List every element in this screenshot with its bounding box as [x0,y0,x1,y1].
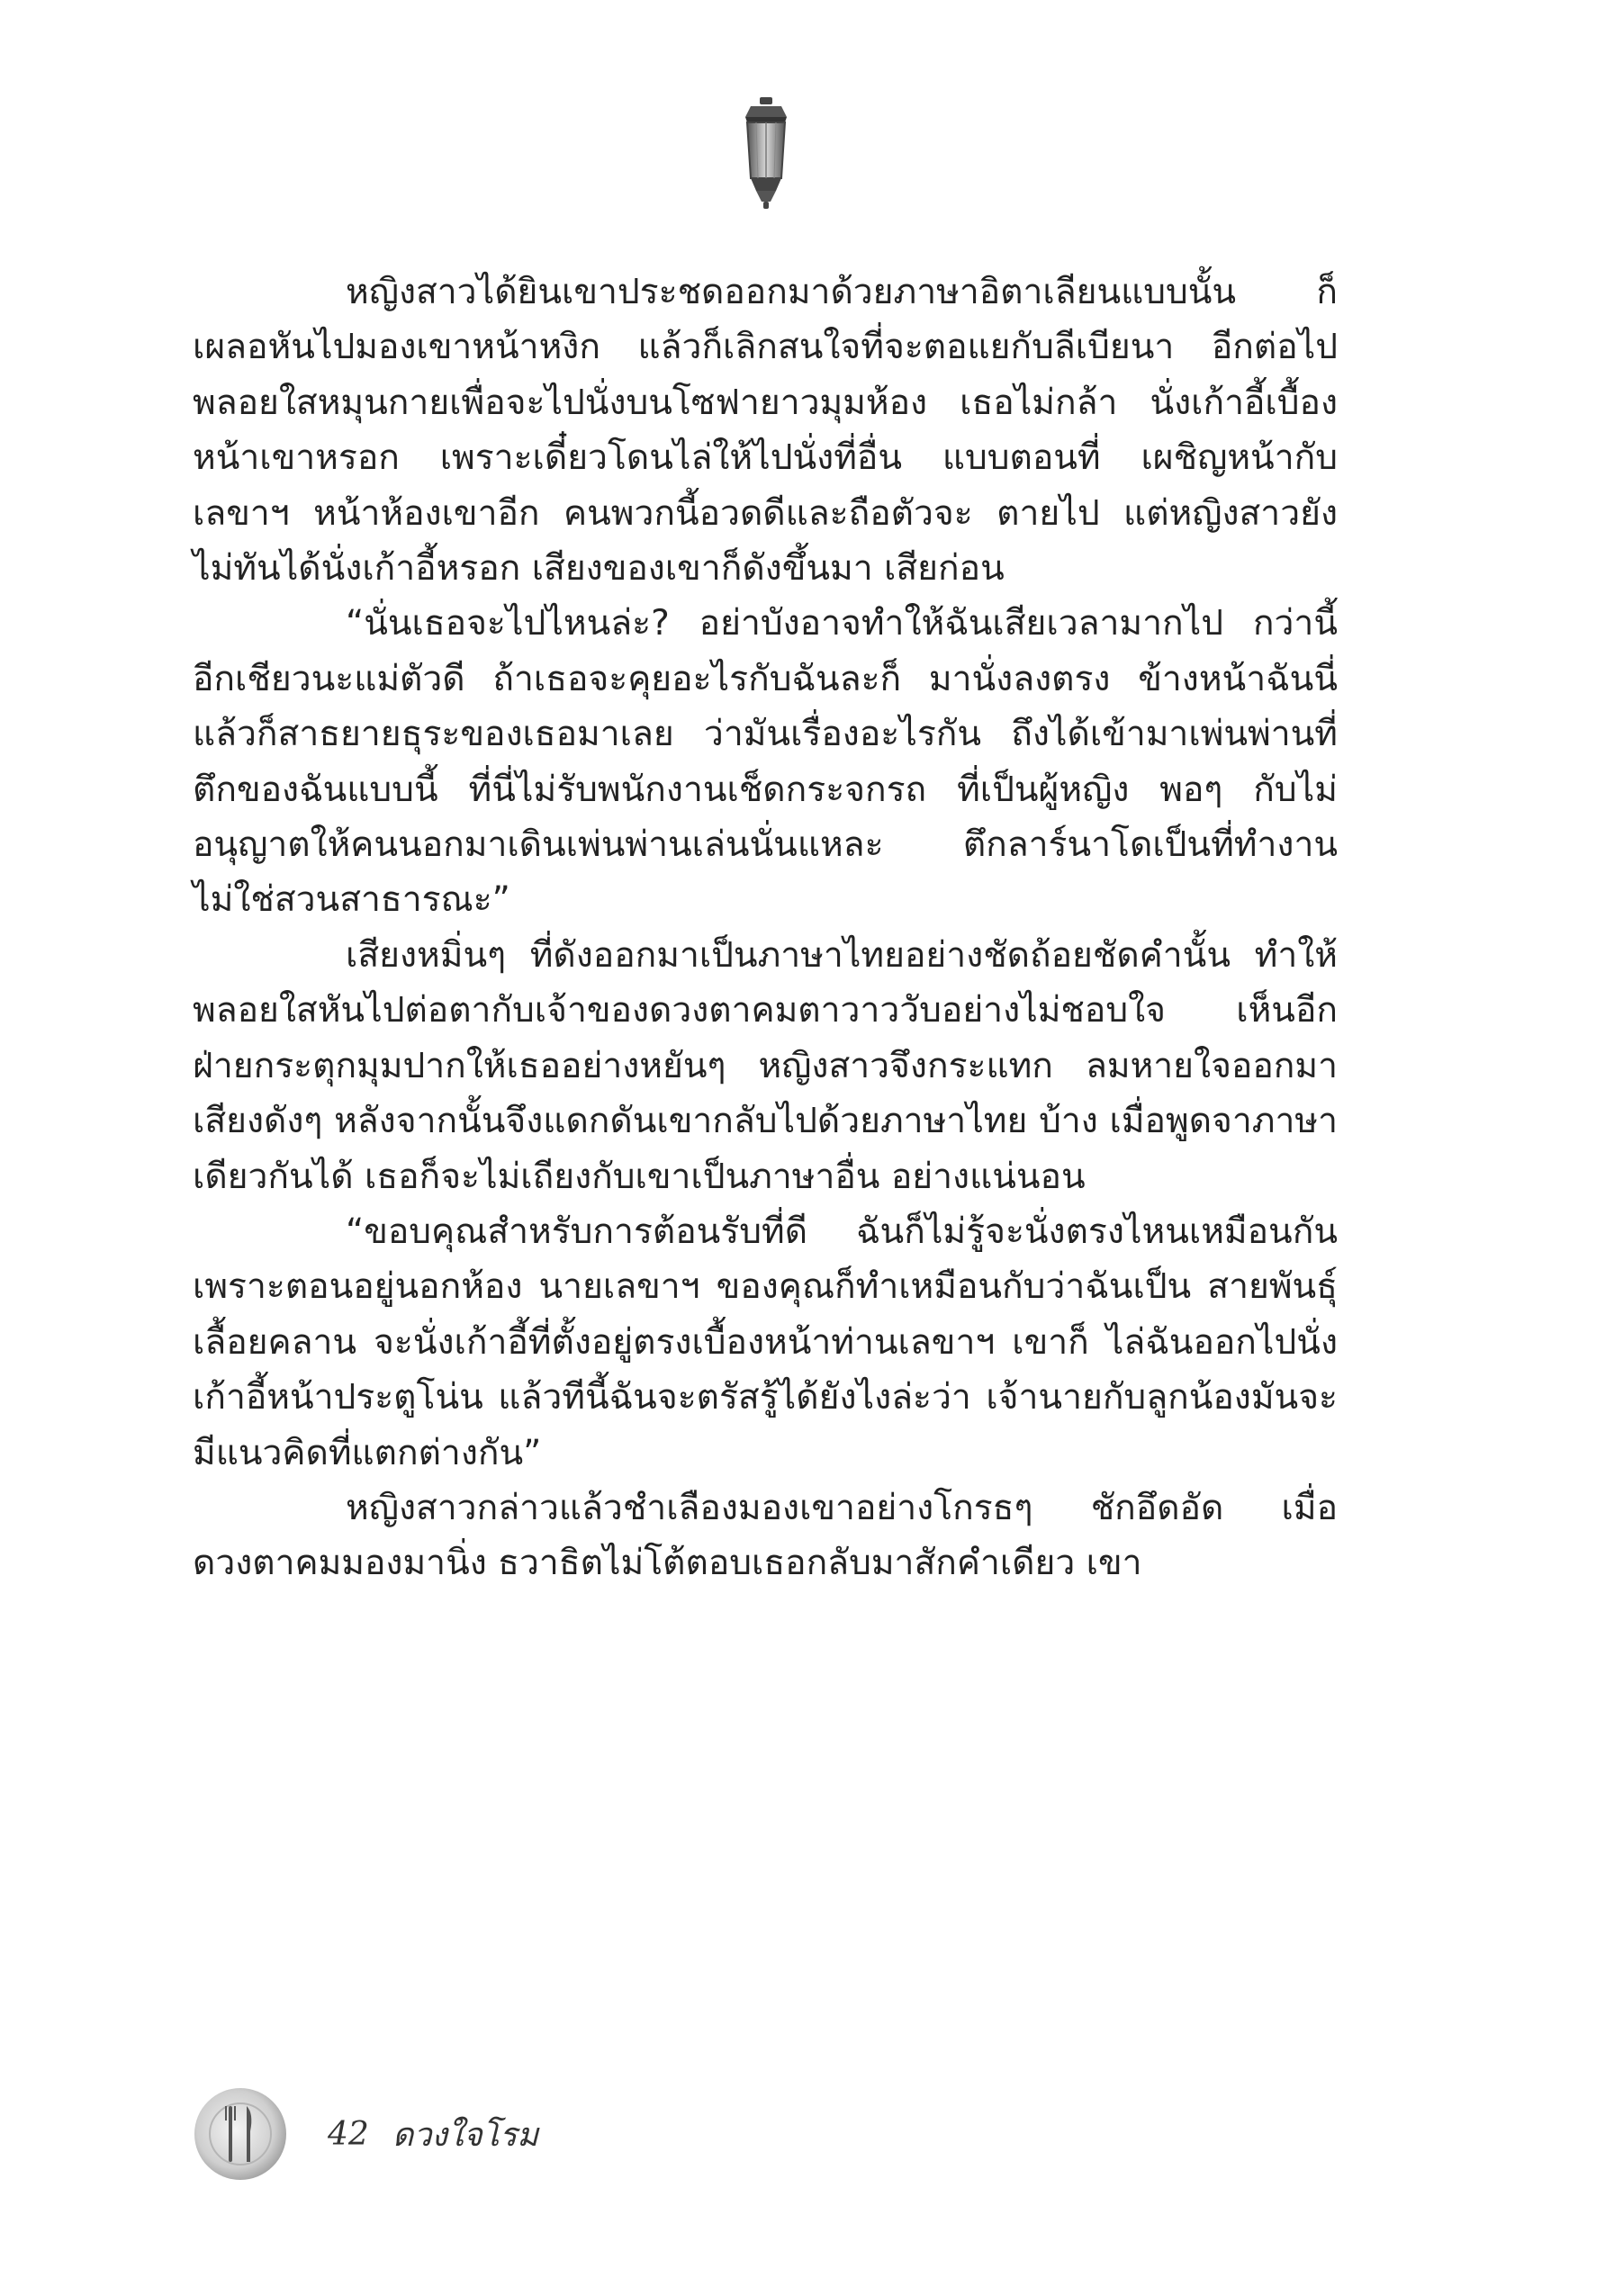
page-number: 42 [328,2115,369,2153]
paragraph: “ขอบคุณสำหรับการต้อนรับที่ดี ฉันก็ไม่รู้จะนั่งตรงไหนเหมือนกัน เพราะตอนอยู่นอกห้อง นายเลขาฯ ของคุณก็ทำเหมือนกับว่าฉันเป็น สายพันธุ์เลื้อยคลาน จะนั่งเก้าอี้ที่ตั้งอยู่ตรงเบื้องหน้าท่านเลขาฯ เขาก็ ไล่ฉันออกไปนั่งเก้าอี้หน้าประตูโน่น แล้วทีนี้ฉันจะตรัสรู้ได้ยังไงล่ะว่า เจ้านายกับลูกน้องมันจะมีแนวคิดที่แตกต่างกัน” [193,1211,1338,1473]
paragraph: หญิงสาวกล่าวแล้วชำเลืองมองเขาอย่างโกรธๆ ชักอึดอัด เมื่อดวงตาคมมองมานิ่ง ธวาธิตไม่โต้ตอบเธอกลับมาสักคำเดียว เขา [193,1487,1338,1584]
paragraph: เสียงหมิ่นๆ ที่ดังออกมาเป็นภาษาไทยอย่างชัดถ้อยชัดคำนั้น ทำให้พลอยใสหันไปต่อตากับเจ้าของดวงตาคมตาวาววับอย่างไม่ชอบใจ เห็นอีกฝ่ายกระตุกมุมปากให้เธออย่างหยันๆ หญิงสาวจึงกระแทก ลมหายใจออกมาเสียงดังๆ หลังจากนั้นจึงแดกดันเขากลับไปด้วยภาษาไทย บ้าง เมื่อพูดจาภาษาเดียวกันได้ เธอก็จะไม่เถียงกับเขาเป็นภาษาอื่น อย่างแน่นอน [193,934,1338,1197]
paragraph: “นั่นเธอจะไปไหนล่ะ? อย่าบังอาจทำให้ฉันเสียเวลามากไป กว่านี้อีกเชียวนะแม่ตัวดี ถ้าเธอจะคุยอะไรกับฉันละก็ มานั่งลงตรง ข้างหน้าฉันนี่ แล้วก็สาธยายธุระของเธอมาเลย ว่ามันเรื่องอะไรกัน ถึงได้เข้ามาเพ่นพ่านที่ตึกของฉันแบบนี้ ที่นี่ไม่รับพนักงานเช็ดกระจกรถ ที่เป็นผู้หญิง พอๆ กับไม่อนุญาตให้คนนอกมาเดินเพ่นพ่านเล่นนั่นแหละ ตึกลาร์นาโดเป็นที่ทำงาน ไม่ใช่สวนสาธารณะ” [193,603,1338,921]
lantern-icon [735,95,798,212]
paragraph: หญิงสาวได้ยินเขาประชดออกมาด้วยภาษาอิตาเลียนแบบนั้น ก็เผลอหันไปมองเขาหน้าหงิก แล้วก็เลิกสนใจที่จะตอแยกับลีเบียนา อีกต่อไป พลอยใสหมุนกายเพื่อจะไปนั่งบนโซฟายาวมุมห้อง เธอไม่กล้า นั่งเก้าอี้เบื้องหน้าเขาหรอก เพราะเดี๋ยวโดนไล่ให้ไปนั่งที่อื่น แบบตอนที่ เผชิญหน้ากับเลขาฯ หน้าห้องเขาอีก คนพวกนี้อวดดีและถือตัวจะ ตายไป แต่หญิงสาวยังไม่ทันได้นั่งเก้าอี้หรอก เสียงของเขาก็ดังขึ้นมา เสียก่อน [193,272,1338,590]
page-footer [193,2084,823,2183]
plate-with-cutlery-icon [193,2086,288,2182]
body-text [193,265,1338,1591]
book-title: ดวงใจโรม [392,2116,539,2154]
